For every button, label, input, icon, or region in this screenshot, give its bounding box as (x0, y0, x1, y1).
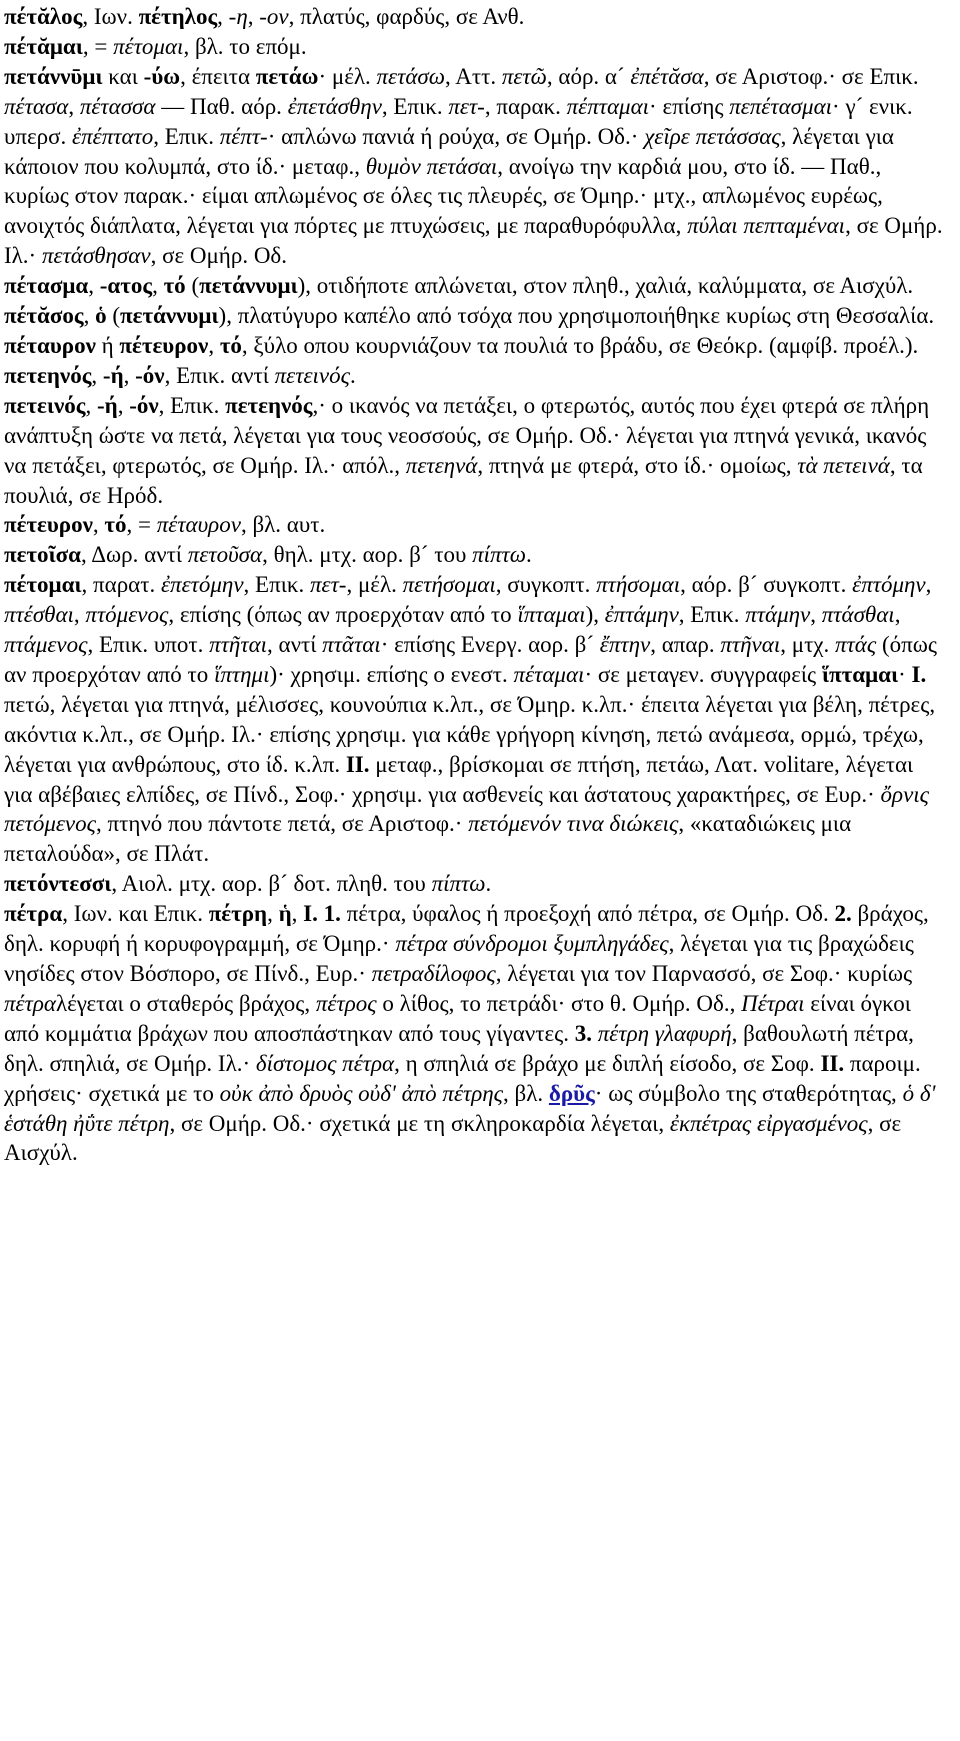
entry-petra (4, 899, 946, 1168)
italic-form: πίπτω (472, 542, 526, 568)
italic-form: πτόμενος (85, 602, 169, 628)
definition-text: , αόρ. β´ συγκοπτ. (680, 572, 853, 598)
italic-form: πέτασα (4, 93, 69, 119)
bold-term: τό (104, 512, 127, 538)
definition-text: , (267, 901, 279, 927)
definition-text: , (88, 273, 100, 299)
bold-term: 2. (834, 901, 852, 927)
definition-text: , «καταδιώκεις μια πεταλούδα», σε Πλάτ. (4, 811, 857, 867)
definition-text: , σε Αριστοφ.· σε Επικ. (703, 63, 925, 89)
definition-text: , Επικ. (153, 123, 220, 149)
italic-form: ἔπτην (599, 632, 651, 658)
italic-form: πέπταμαι (566, 93, 650, 119)
definition-text: · απλώνω πανιά ή ρούχα, σε Ομήρ. Οδ.· (267, 123, 645, 149)
headword: πετοῖσα (4, 542, 82, 568)
definition-text: , αντί (267, 632, 323, 658)
italic-form: πτάμενος (4, 632, 88, 658)
definition-text: , τα πουλιά, σε Ηρόδ. (4, 452, 929, 508)
italic-form: πετόμενόν τινα διώκεις (468, 811, 679, 837)
definition-text: , λέγεται για κάποιον που κολυμπά, στο ίδ.· μεταφ., (4, 123, 900, 179)
definition-text: , Δωρ. αντί (81, 542, 188, 568)
definition-text: , (85, 392, 97, 418)
italic-form: πέτρη γλαφυρή (597, 1020, 732, 1046)
definition-text: παροιμ. χρήσεις· σχετικά με το (4, 1050, 927, 1106)
definition-text: , συγκοπτ. (495, 572, 597, 598)
italic-form: ὄρνις πετόμενος (4, 781, 935, 837)
headword: πέτομαι (4, 572, 82, 598)
italic-form: ἵπτημι (213, 661, 270, 687)
bold-term: II. (820, 1050, 845, 1076)
definition-text: · επίσης (649, 93, 730, 119)
bold-term: πετεηνός (225, 392, 313, 418)
definition-text: . (485, 871, 492, 897)
entry-petoisa (4, 540, 946, 570)
definition-text: , πτηνό που πάντοτε πετά, σε Αριστοφ.· (95, 811, 469, 837)
italic-form: -ον (259, 4, 289, 29)
italic-form: πτῆται (209, 632, 268, 658)
italic-form: πετοῦσα (187, 542, 263, 568)
headword: πετεινός (4, 392, 86, 418)
entry-petannumi (4, 62, 949, 271)
italic-form: πτάς (835, 632, 877, 658)
definition-text: , λέγεται για τις βραχώδεις νησίδες στον Βόσπορο, σε Πίνδ., Ευρ.· (4, 931, 920, 986)
italic-form: Πέτραι (741, 990, 805, 1016)
bold-term: I. 1. (303, 901, 341, 927)
definition-text: , σε Ομήρ. Ιλ.· (4, 213, 949, 269)
definition-text: , η σπηλιά σε βράχο με διπλή είσοδο, σε Σοφ. (394, 1050, 821, 1076)
italic-form: πτάμην (745, 602, 811, 628)
italic-form: πετάσθησαν (41, 243, 151, 269)
definition-text: , Αττ. (445, 63, 502, 89)
italic-form: πετῶ (501, 63, 547, 89)
headword: πετεηνός (4, 362, 92, 388)
definition-text: , (208, 332, 220, 358)
bold-term: ἡ (278, 901, 292, 927)
bold-term: 3. (574, 1020, 593, 1046)
italic-form: πετεηνά (405, 452, 478, 478)
italic-form: πετεινός (274, 362, 350, 388)
italic-form: ἐπετάσθην (287, 93, 382, 119)
definition-text: ο λίθος, το πετράδι· στο θ. Ομήρ. Οδ., (376, 990, 742, 1016)
headword: πέτρα (4, 901, 63, 927)
definition-text: , (217, 4, 229, 29)
definition-text: , έπειτα (180, 63, 256, 89)
definition-text: — Παθ. αόρ. (155, 93, 288, 119)
bold-term: -όν (129, 392, 159, 418)
definition-text: , σε Αισχύλ. (4, 1110, 906, 1166)
bold-term: τό (163, 273, 186, 299)
bold-term: πετάννυμι (199, 273, 298, 299)
definition-text: , ανοίγω την καρδιά μου, στο ίδ. — Παθ., κυρίως στον παρακ.· είμαι απλωμένος σε όλες τις πλευρές, σε Όμηρ.· μτχ., απλωμένος ευρέως, ανοιχτός διάπλατα, λέγεται για πόρτες με πτυχώσεις, με παραθυρόφυλλα, (4, 153, 889, 239)
entry-petasos (4, 301, 946, 331)
definition-text: · (898, 661, 912, 687)
italic-form: πετ- (309, 572, 347, 598)
bold-term: πέτρη (208, 901, 268, 927)
definition-text: ή (95, 332, 120, 358)
definition-text: · γ´ ενικ. υπερσ. (4, 93, 919, 149)
italic-form: πετ- (448, 93, 485, 119)
italic-form: ὁ δ' ἑστάθη ἠΰτε πέτρη (4, 1080, 942, 1136)
italic-form: πέπτ- (219, 123, 268, 149)
definition-text: , πλατύς, φαρδύς, σε Ανθ. (288, 4, 525, 29)
bold-term: πέτηλος (138, 4, 218, 29)
italic-form: τὰ πετεινά (797, 452, 890, 478)
definition-text: , (68, 93, 80, 119)
italic-form: ἐπέπτατο (72, 123, 154, 149)
definition-text: , = (82, 33, 114, 59)
italic-form: -η (228, 4, 248, 29)
bold-term: τό (219, 332, 242, 358)
headword: πέτασμα (4, 273, 89, 299)
italic-form: πεπέτασμαι (729, 93, 833, 119)
definition-text: , πτηνά με φτερά, στο ίδ.· ομοίως, (477, 452, 798, 478)
italic-form: χεῖρε πετάσσας (644, 123, 781, 149)
definition-text: , αόρ. α´ (546, 63, 631, 89)
entry-petauron (4, 331, 946, 361)
italic-form: πετραδίλοφος (371, 961, 496, 986)
bold-term: I. (911, 661, 927, 687)
bold-term: -όν (135, 362, 165, 388)
definition-text: ( (185, 273, 200, 299)
definition-text: , βλ. (503, 1080, 549, 1106)
italic-form: πτᾶται (322, 632, 381, 658)
italic-form: ἵπταμαι (517, 602, 586, 628)
italic-form: πέτομαι (113, 33, 184, 59)
definition-text: , παρακ. (484, 93, 567, 119)
definition-text: πέτρα, ύφαλος ή προεξοχή από πέτρα, σε Ομήρ. Οδ. (340, 901, 835, 927)
definition-text: ), οτιδήποτε απλώνεται, στον πληθ., χαλιά, καλύμματα, σε Αισχύλ. (297, 273, 914, 299)
italic-form: δίστομος πέτρα (255, 1050, 395, 1076)
definition-text: , (152, 273, 164, 299)
italic-form: πτάσθαι (821, 602, 895, 628)
entry-petalos (4, 2, 946, 32)
italic-form: πέτρα σύνδρομοι ξυμπληγάδες (395, 931, 669, 957)
definition-text: , βλ. το επόμ. (183, 33, 307, 59)
bold-term: πετάω (255, 63, 319, 89)
bold-term: ὁ (95, 303, 107, 329)
definition-text: , (894, 602, 907, 628)
entry-petasma (4, 271, 946, 301)
italic-form: πτήσομαι (596, 572, 681, 598)
definition-text: , Ιων. (82, 4, 139, 29)
italic-form: πετάσω (376, 63, 445, 89)
definition-text: , Επικ. (678, 602, 746, 628)
entry-petomai (4, 570, 946, 869)
bold-term: -ή (96, 392, 118, 418)
definition-text: )· χρησιμ. επίσης ο ενεστ. (269, 661, 514, 687)
definition-text: , Επικ. (243, 572, 310, 598)
definition-text: , (925, 572, 938, 598)
definition-text: , Επικ. υποτ. (87, 632, 210, 658)
definition-text: , = (126, 512, 157, 538)
definition-text: , μτχ. (780, 632, 836, 658)
headword: πέτᾰλος (4, 4, 83, 29)
italic-form: πύλαι πεπταμέναι (687, 213, 846, 239)
definition-text: , Επικ. (158, 392, 226, 418)
italic-form: πετήσομαι (402, 572, 496, 598)
bold-term: ἵπταμαι (821, 661, 899, 687)
definition-text: , Αιολ. μτχ. αορ. β´ δοτ. πληθ. του (111, 871, 432, 897)
bold-term: -ατος (99, 273, 153, 299)
italic-form: ἐπτάμην (604, 602, 679, 628)
definition-text: λέγεται ο σταθερός βράχος, (55, 990, 316, 1016)
definition-text: , ξύλο οπου κουρνιάζουν τα πουλιά το βράδυ, σε Θεόκρ. (αμφίβ. προέλ.). (241, 332, 919, 358)
definition-text: , Επικ. αντί (164, 362, 275, 388)
definition-text: , (117, 392, 130, 418)
definition-text: , (92, 512, 105, 538)
definition-text: , (810, 602, 822, 628)
definition-text: . (349, 362, 356, 388)
definition-text: και (102, 63, 144, 89)
headword: πέτᾰσος (4, 303, 84, 329)
headword: πέτᾰμαι (4, 33, 83, 59)
definition-text: , Ιων. και Επικ. (62, 901, 209, 927)
bold-term: πετάννυμι (120, 303, 219, 329)
italic-form: πέταμαι (513, 661, 585, 687)
definition-text: . (526, 542, 532, 568)
italic-form: πέτρα (4, 990, 56, 1016)
headword: πετόντεσσι (4, 871, 112, 897)
italic-form: ἐκπέτρας εἰργασμένος (669, 1110, 868, 1136)
definition-text: , σε Ομήρ. Οδ.· σχετικά με τη σκληροκαρδία λέγεται, (169, 1110, 670, 1136)
headword: πετάννῡμι (4, 63, 103, 89)
italic-form: πέτασσα (79, 93, 156, 119)
headword: πέτευρον (4, 512, 93, 538)
bold-term: -ύω (143, 63, 181, 89)
entry-petontessi (4, 869, 946, 899)
definition-text: , παρατ. (81, 572, 161, 598)
entry-peteuron (4, 510, 946, 540)
definition-text: ,· ο ικανός να πετάξει, ο φτερωτός, αυτός που έχει φτερά σε πλήρη ανάπτυξη ώστε να πετά, λέγεται για τους νεοσσούς, σε Ομήρ. Οδ.· λέγεται για πτηνά γενικά, ικανός να πετάξει, φτερωτός, σε Ομήρ. Ιλ.· απόλ., (4, 392, 935, 478)
headword: πέταυρον (4, 332, 96, 358)
italic-form: οὐκ ἀπὸ δρυὸς οὐδ' ἀπὸ πέτρης (219, 1080, 504, 1106)
definition-text: , (73, 602, 86, 628)
definition-text: , (291, 901, 304, 927)
definition-text: (όπως αν προερχόταν από το (4, 632, 943, 687)
bold-term: πέτευρον (119, 332, 209, 358)
definition-text: , Επικ. (381, 93, 449, 119)
cross-reference-link[interactable]: δρῦς (548, 1080, 595, 1106)
bold-term: II. (345, 751, 370, 777)
italic-form: πέταυρον (156, 512, 241, 538)
definition-text: , επίσης (όπως αν προερχόταν από το (168, 602, 518, 628)
bold-term: -ή (102, 362, 124, 388)
definition-text: · επίσης Ενεργ. αορ. β´ (380, 632, 600, 658)
italic-form: πέτρος (315, 990, 377, 1016)
definition-text: , (91, 362, 103, 388)
italic-form: ἐπέτᾰσα (630, 63, 704, 89)
italic-form: ἐπτόμην (852, 572, 926, 598)
definition-text: , θηλ. μτχ. αορ. β´ του (262, 542, 473, 568)
definition-text: , λέγεται για τον Παρνασσό, σε Σοφ.· κυρίως (495, 961, 918, 986)
italic-form: πίπτω (431, 871, 486, 897)
definition-text: , βαθουλωτή πέτρα, δηλ. σπηλιά, σε Ομήρ. Ιλ.· (4, 1020, 920, 1076)
definition-text: , απαρ. (650, 632, 721, 658)
definition-text: ), (585, 602, 605, 628)
definition-text: · μέλ. (318, 63, 377, 89)
entry-peteinos (4, 391, 946, 511)
definition-text: πετώ, λέγεται για πτηνά, μέλισσες, κουνούπια κ.λπ., σε Όμηρ. κ.λπ.· έπειτα λέγεται για βέλη, πέτρες, ακόντια κ.λπ., σε Ομήρ. Ιλ.· επίσης χρησιμ. για κάθε γρήγορη κίνηση, πετώ ανάμεσα, ορμώ, τρέχω, λέγεται για ανθρώπους, στο ίδ. κ.λπ. (4, 661, 941, 777)
italic-form: θυμὸν πετάσαι (365, 153, 498, 179)
entry-peteenos (4, 361, 946, 391)
definition-text: είναι όγκοι από κομμάτια βράχων που αποσπάστηκαν από τους γίγαντες. (4, 990, 917, 1046)
definition-text: μεταφ., βρίσκομαι σε πτήση, πετάω, Λατ. volitare, λέγεται για αβέβαιες ελπίδες, σε Πίνδ., Σοφ.· χρησιμ. για ασθενείς και άστατους χαρακτήρες, σε Ευρ.· (4, 751, 919, 807)
definition-text: , βλ. αυτ. (240, 512, 326, 538)
italic-form: πτῆναι (720, 632, 781, 658)
definition-text: βράχος, δηλ. κορυφή ή κορυφογραμμή, σε Όμηρ.· (4, 901, 935, 957)
definition-text: · ως σύμβολο της σταθερότητας, (594, 1080, 903, 1106)
definition-text: , (247, 4, 260, 29)
italic-form: ἐπετόμην (160, 572, 244, 598)
definition-text: ( (106, 303, 121, 329)
definition-text: , μέλ. (346, 572, 403, 598)
definition-text: , (123, 362, 136, 388)
definition-text: ), πλατύγυρο καπέλο από τσόχα που χρησιμοποιήθηκε κυρίως στη Θεσσαλία. (218, 303, 935, 329)
definition-text: , σε Ομήρ. Οδ. (150, 243, 288, 269)
italic-form: πτέσθαι (4, 602, 74, 628)
definition-text: , (83, 303, 96, 329)
definition-text: · σε μεταγεν. συγγραφείς (584, 661, 822, 687)
entry-petamai (4, 32, 946, 62)
